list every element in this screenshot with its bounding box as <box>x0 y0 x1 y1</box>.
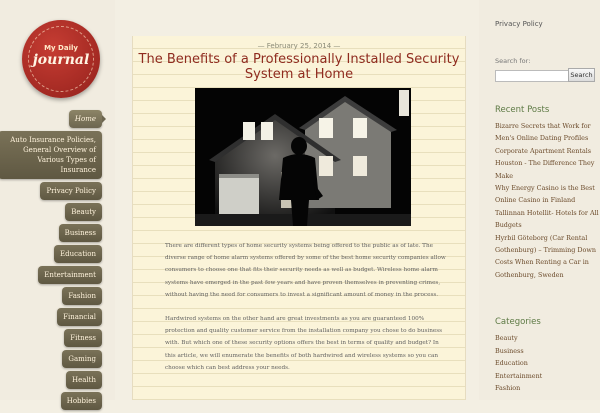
nav-education[interactable]: Education <box>54 245 102 263</box>
privacy-policy-link[interactable]: Privacy Policy <box>495 20 543 28</box>
recent-post-link[interactable]: Tallinnan Hotellit- Hotels for All Budgets <box>495 208 599 230</box>
nav-fitness[interactable]: Fitness <box>64 329 102 347</box>
house-night-illustration <box>195 88 411 226</box>
nav-business[interactable]: Business <box>59 224 102 242</box>
search-label: Search for: <box>495 57 531 65</box>
post-date: — February 25, 2014 — <box>257 42 341 50</box>
category-link-fashion[interactable]: Fashion <box>495 384 521 393</box>
category-link-business[interactable]: Business <box>495 346 524 355</box>
nav-hobbies[interactable]: Hobbies <box>61 392 102 410</box>
logo-line-2: journal <box>32 52 90 68</box>
category-link-beauty[interactable]: Beauty <box>495 334 518 342</box>
recent-post-link[interactable]: Corporate Apartment Rentals Houston - The Difference They Make <box>495 146 595 180</box>
nav-home[interactable]: Home <box>69 110 102 128</box>
recent-posts-list <box>495 120 599 281</box>
search-input[interactable] <box>495 70 569 82</box>
categories-title: Categories <box>495 317 541 327</box>
nav-health[interactable]: Health <box>66 371 102 389</box>
post-paragraph: There are different types of home security systems being offered to the public as of late. The diverse range of home alarm systems offered by some of the best home security companies allow consumers to choose one that fits their security needs as well as budget. Wireless home alarm systems have emerged in the past few years and have proven themselves in preventing crimes, without having the need for consumers to invest a significant amount of money in the process. <box>165 243 446 298</box>
nav-gaming[interactable]: Gaming <box>62 350 102 368</box>
recent-post-link[interactable]: Why Energy Casino is the Best Online Casino in Finland <box>495 184 595 205</box>
logo-line-1: My Daily <box>44 44 78 52</box>
nav-privacy-policy[interactable]: Privacy Policy <box>40 182 102 200</box>
left-column <box>0 0 115 405</box>
nav-fashion[interactable]: Fashion <box>62 287 102 305</box>
post-title[interactable]: The Benefits of a Professionally Installed Security System at Home <box>138 52 460 82</box>
right-sidebar <box>479 0 600 400</box>
main-navigation <box>0 110 102 413</box>
post-paragraph: Hardwired systems on the other hand are great investments as you are guaranteed 100% protection and quality customer service from the installation company you chose to do business with. But which one of these security options offers the best in terms of quality and budget? In this article, we will enumerate the benefits of both hardwired and wireless systems so you can choose which can best address your needs. <box>165 316 443 371</box>
nav-financial[interactable]: Financial <box>57 308 102 326</box>
nav-entertainment[interactable]: Entertainment <box>38 266 102 284</box>
recent-post-link[interactable]: Hyrbil Göteborg (Car Rental Gothenburg) – Trimming Down Costs When Renting a Car in Gothenburg, Sweden <box>495 233 596 279</box>
recent-post-link[interactable]: Bizarre Secrets that Work for Men's Online Dating Profiles <box>495 122 591 143</box>
post-image <box>195 88 411 226</box>
search-button[interactable]: Search <box>568 68 595 82</box>
categories-list <box>495 332 595 395</box>
nav-auto-insurance[interactable]: Auto Insurance Policies, General Overview of Various Types of Insurance <box>0 131 102 179</box>
category-link-entertainment[interactable]: Entertainment <box>495 371 543 380</box>
recent-posts-title: Recent Posts <box>495 105 550 115</box>
site-logo[interactable] <box>22 20 100 98</box>
post-body <box>165 240 447 386</box>
post-article <box>132 36 466 400</box>
category-link-education[interactable]: Education <box>495 359 528 368</box>
nav-beauty[interactable]: Beauty <box>65 203 102 221</box>
